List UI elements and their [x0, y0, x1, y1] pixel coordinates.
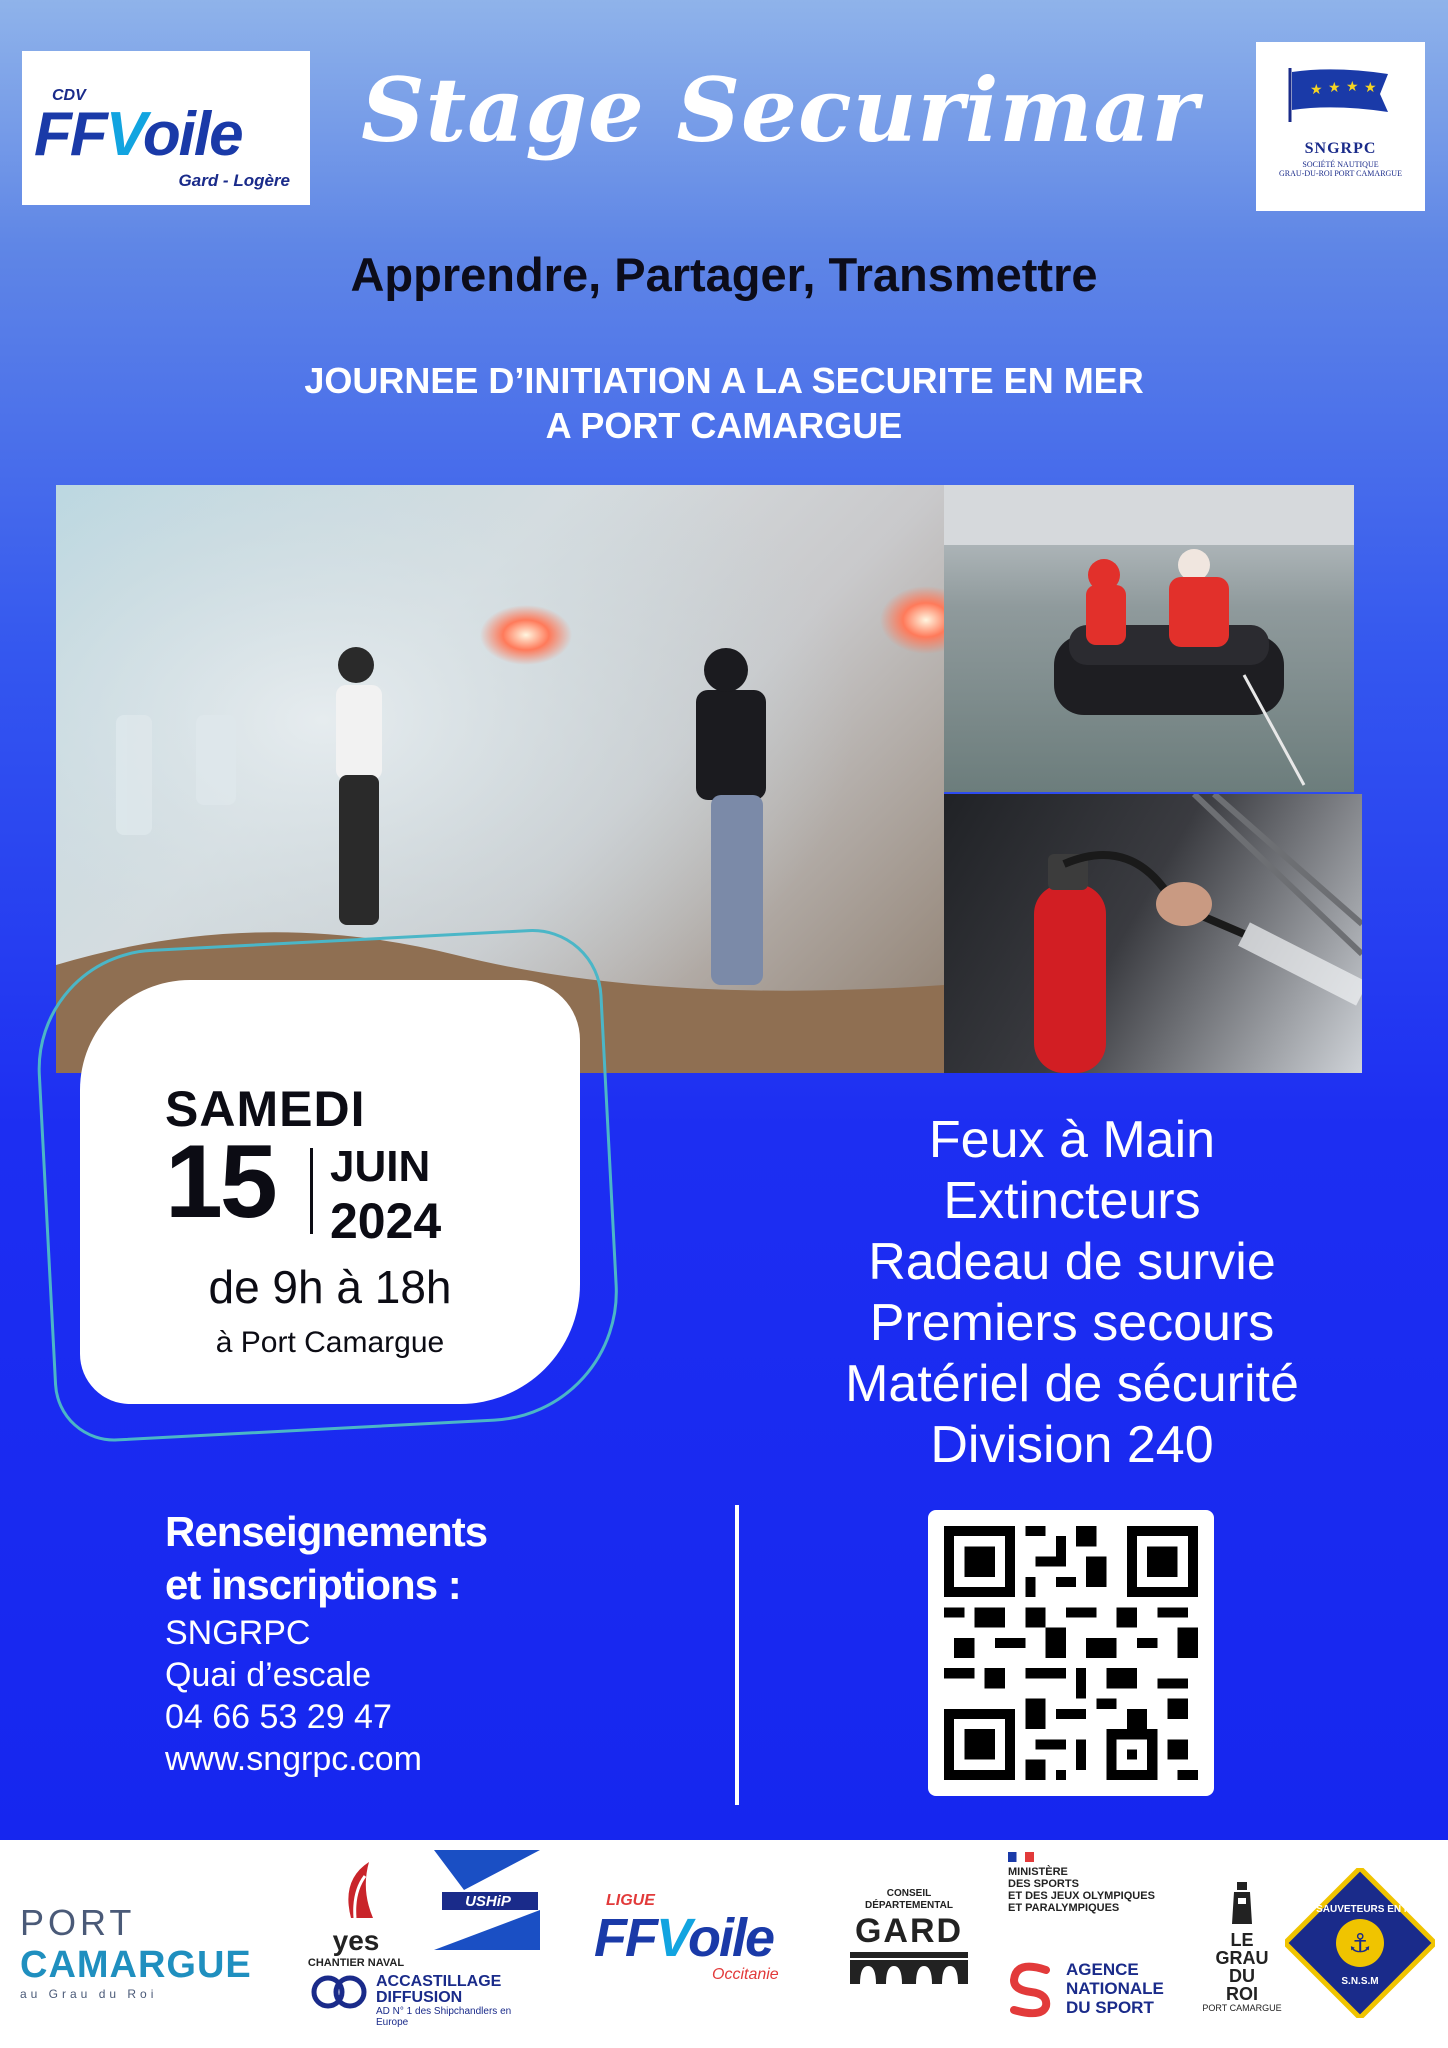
sail-icon	[321, 1860, 391, 1920]
sponsor-gard-name: GARD	[854, 1912, 964, 1950]
grau-line4: ROI	[1225, 1984, 1258, 2004]
contact-heading-line2: et inscriptions :	[165, 1561, 461, 1608]
sponsor-snsm	[1285, 1868, 1435, 2018]
qr-code-icon	[944, 1526, 1198, 1780]
grau-line1: LE	[1230, 1930, 1254, 1950]
sponsor-accastillage-line1: ACCASTILLAGE	[376, 1973, 502, 1990]
logo-sngrpc-sub	[1256, 160, 1425, 178]
date-separator	[310, 1148, 313, 1234]
sponsor-gard-line2: DÉPARTEMENTAL	[865, 1900, 953, 1911]
logo-oile: oile	[142, 100, 242, 169]
contact-phone[interactable]: 04 66 53 29 47	[165, 1698, 392, 1736]
logo-sngrpc-sub1: SOCIÉTÉ NAUTIQUE	[1302, 160, 1379, 169]
qr-code[interactable]	[928, 1510, 1214, 1796]
svg-text:★: ★	[1364, 79, 1377, 95]
snsm-logo-icon	[1285, 1868, 1435, 2018]
lighthouse-icon	[1222, 1880, 1262, 1926]
sponsor-agence-nationale-sport	[1006, 1960, 1206, 2017]
activity-item: Division 240	[930, 1416, 1214, 1474]
contact-details	[165, 1612, 422, 1780]
sponsor-yes-name: yes	[332, 1925, 380, 1956]
svg-text:⚓: ⚓	[1348, 1929, 1372, 1959]
subtitle-line2: A PORT CAMARGUE	[545, 405, 903, 446]
sponsor-accastillage-line2: DIFFUSION	[376, 1989, 463, 2006]
ans-line1: AGENCE	[1066, 1960, 1139, 1979]
logo-ffvoile-wordmark	[34, 99, 242, 170]
contact-address: Quai d’escale	[165, 1656, 372, 1694]
sponsor-ligue-prefix: LIGUE	[606, 1892, 655, 1909]
sponsor-accastillage-tagline: AD N° 1 des Shipchandlers en Europe	[376, 2006, 512, 2028]
grau-sub: PORT CAMARGUE	[1202, 2003, 1282, 2013]
svg-text:★: ★	[1346, 78, 1359, 94]
ministere-line2: DES SPORTS	[1008, 1878, 1079, 1890]
grau-line3: DU	[1229, 1966, 1255, 1986]
sponsor-port-camargue-a: PORT	[20, 1902, 136, 1943]
flag-icon	[1284, 64, 1396, 124]
logo-sngrpc-sub2: GRAU-DU-ROI PORT CAMARGUE	[1279, 169, 1402, 178]
activity-item: Matériel de sécurité	[845, 1355, 1299, 1413]
sponsor-port-camargue-b: CAMARGUE	[20, 1944, 252, 1986]
tagline: Apprendre, Partager, Transmettre	[350, 248, 1098, 301]
sponsor-le-grau-du-roi	[1200, 1880, 1284, 2013]
logo-cdv-ffvoile	[22, 51, 310, 205]
ad-logo-icon	[310, 1972, 370, 2012]
contact-org: SNGRPC	[165, 1614, 311, 1652]
sponsor-yes-sub: CHANTIER NAVAL	[307, 1957, 405, 1969]
activity-item: Feux à Main	[928, 1111, 1216, 1169]
sponsor-accastillage-diffusion	[310, 1974, 540, 2028]
event-place: à Port Camargue	[215, 1326, 445, 1359]
ministere-line4: ET PARALYMPIQUES	[1008, 1902, 1120, 1914]
french-flag-icon	[1008, 1852, 1034, 1862]
pont-du-gard-icon	[850, 1950, 968, 1986]
event-year: 2024	[330, 1193, 442, 1249]
sponsor-gard-line1: CONSEIL	[886, 1888, 932, 1899]
photo-life-raft	[944, 485, 1354, 792]
logo-v: V	[105, 100, 143, 169]
vertical-divider	[735, 1505, 739, 1805]
ligue-oile: oile	[688, 1908, 774, 1968]
ligue-ff: FF	[594, 1908, 656, 1968]
sponsor-ministere-sports	[1008, 1852, 1198, 1914]
subtitle-line1: JOURNEE D’INITIATION A LA SECURITE EN MER	[304, 360, 1144, 401]
uship-logo-icon	[434, 1850, 540, 1950]
sponsor-uship	[434, 1850, 540, 1950]
grau-line2: GRAU	[1215, 1948, 1269, 1968]
ministere-line3: ET DES JEUX OLYMPIQUES	[1008, 1890, 1155, 1902]
logo-cdv-prefix: CDV	[52, 87, 86, 104]
snsm-title: LES SAUVETEURS EN MER	[1293, 1904, 1427, 1915]
sponsor-port-camargue-c: au Grau du Roi	[20, 1987, 158, 2001]
sponsor-port-camargue	[20, 1902, 252, 2001]
svg-text:★: ★	[1310, 81, 1323, 97]
sponsor-ligue-region: Occitanie	[712, 1966, 779, 1983]
activities-list	[752, 1110, 1392, 1476]
uship-name: USHiP	[465, 1893, 511, 1910]
sponsor-ligue-wordmark	[594, 1910, 834, 1966]
sponsor-conseil-gard	[850, 1888, 968, 1991]
ans-s-icon	[1006, 1960, 1056, 2020]
activity-item: Premiers secours	[869, 1294, 1275, 1352]
ans-line2: NATIONALE	[1066, 1979, 1164, 1998]
activity-item: Radeau de survie	[868, 1233, 1276, 1291]
sponsor-ligue-ffvoile-occitanie	[594, 1892, 834, 1984]
sponsors-footer	[0, 1840, 1448, 2048]
sponsor-yes-chantier-naval	[296, 1860, 416, 1969]
logo-cdv-subtitle: Gard - Logère	[178, 171, 290, 190]
event-month: JUIN	[330, 1142, 431, 1191]
event-date-number: 15	[165, 1124, 275, 1240]
ans-line3: DU SPORT	[1066, 1998, 1154, 2017]
event-day: SAMEDI	[165, 1081, 366, 1137]
contact-heading-line1: Renseignements	[165, 1508, 488, 1555]
photo-fire-extinguisher	[944, 794, 1362, 1073]
logo-sngrpc	[1256, 42, 1425, 211]
contact-website[interactable]: www.sngrpc.com	[165, 1740, 422, 1778]
event-time: de 9h à 18h	[208, 1261, 452, 1313]
logo-sngrpc-name: SNGRPC	[1304, 140, 1377, 157]
activity-item: Extincteurs	[943, 1172, 1201, 1230]
logo-ff: FF	[34, 100, 106, 169]
subtitle	[0, 358, 1448, 448]
date-card	[80, 980, 580, 1404]
snsm-sub: S.N.S.M	[1341, 1976, 1379, 1987]
svg-text:★: ★	[1328, 79, 1341, 95]
page-title: Stage Securimar	[361, 58, 1199, 162]
ministere-line1: MINISTÈRE	[1008, 1866, 1068, 1878]
ligue-v: V	[655, 1908, 688, 1968]
contact-heading	[165, 1505, 487, 1611]
